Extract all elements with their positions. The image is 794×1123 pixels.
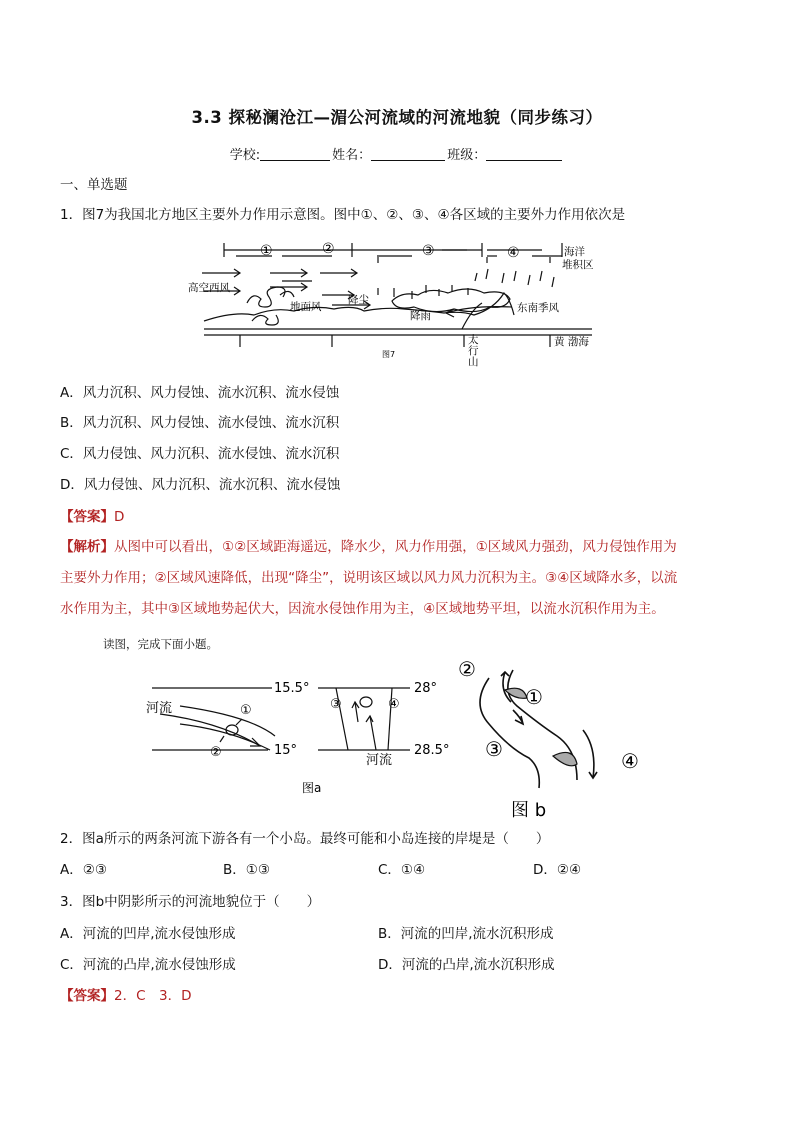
q1-answer — [60, 508, 124, 526]
student-info-fields — [0, 144, 794, 163]
fig7-high-wind: 高空西风 — [188, 282, 230, 294]
answer-tag: 【答案】 — [60, 509, 114, 525]
question-2-stem: 2．图a所示的两条河流下游各有一个小岛。最终可能和小岛连接的岸堤是（ ） — [60, 831, 550, 847]
fig7-sea: 黄 渤海 — [554, 336, 589, 348]
question-1-stem: 1．图7为我国北方地区主要外力作用示意图。图中①、②、③、④各区域的主要外力作用依次是 — [60, 207, 626, 223]
q3-option-d[interactable]: D．河流的凸岸,流水沉积形成 — [378, 957, 555, 973]
answer-tag-2: 【答案】 — [60, 988, 114, 1004]
figure-7-diagram — [182, 233, 612, 368]
analysis-line-3: 水作用为主，其中③区域地势起伏大，因流水侵蚀作用为主，④区域地势平坦，以流水沉积作用为主。 — [60, 601, 665, 617]
analysis-tag: 【解析】 — [60, 539, 114, 555]
figa-river-2: 河流 — [366, 753, 393, 768]
fig7-dust: 降尘 — [348, 294, 369, 306]
figa-river-1: 河流 — [146, 701, 173, 716]
q2-option-b[interactable]: B．①③ — [223, 862, 270, 878]
question-3-stem: 3．图b中阴影所示的河流地貌位于（ ） — [60, 894, 321, 910]
q2-option-c[interactable]: C．①④ — [378, 862, 426, 878]
fig7-hang: 行 — [468, 345, 479, 357]
answer-value-2: 2．C 3．D — [114, 988, 192, 1004]
fig7-monsoon: 东南季风 — [517, 302, 559, 314]
q1-option-a[interactable]: A．风力沉积、风力侵蚀、流水沉积、流水侵蚀 — [60, 385, 340, 401]
fig7-region-3: ③ — [422, 243, 435, 259]
section-heading: 一、单选题 — [60, 177, 128, 193]
fig7-rain: 降雨 — [410, 310, 431, 322]
figa-caption: 图a — [302, 781, 322, 795]
fig7-region-2: ② — [322, 241, 335, 257]
figure-b-diagram — [455, 652, 655, 822]
fig7-shan: 山 — [468, 356, 479, 368]
figa-lat-15-5: 15.5° — [274, 681, 310, 696]
fig7-caption: 图7 — [382, 350, 396, 359]
reading-instruction: 读图，完成下面小题。 — [103, 637, 218, 651]
school-label: 学校: — [229, 148, 261, 163]
figa-lat-15: 15° — [274, 743, 298, 758]
figa-lat-28-5: 28.5° — [414, 743, 450, 758]
page-title: 3.3 探秘澜沧江—湄公河流域的河流地貌（同步练习） — [191, 108, 603, 127]
q3-option-a[interactable]: A．河流的凹岸,流水侵蚀形成 — [60, 926, 236, 942]
fig7-ground-wind: 地面风 — [290, 301, 322, 313]
figa-mark-1: ① — [240, 703, 252, 718]
q3-option-b[interactable]: B．河流的凹岸,流水沉积形成 — [378, 926, 554, 942]
q1-option-d[interactable]: D．风力侵蚀、风力沉积、流水沉积、流水侵蚀 — [60, 477, 341, 493]
school-field[interactable] — [260, 147, 330, 161]
q1-option-b[interactable]: B．风力沉积、风力侵蚀、流水侵蚀、流水沉积 — [60, 415, 340, 431]
q3-option-c[interactable]: C．河流的凸岸,流水侵蚀形成 — [60, 957, 236, 973]
analysis-line-1: 从图中可以看出，①②区域距海遥远，降水少，风力作用强，①区域风力强劲，风力侵蚀作用为 — [114, 539, 677, 555]
q2-option-d[interactable]: D．②④ — [533, 862, 582, 878]
q2-q3-answer — [60, 987, 192, 1005]
figb-caption: 图 b — [511, 800, 547, 821]
figb-mark-3: ③ — [485, 737, 503, 761]
name-label: 姓名： — [332, 148, 372, 163]
figa-mark-4: ④ — [388, 697, 400, 712]
figb-mark-2: ② — [458, 657, 476, 681]
q2-option-a[interactable]: A．②③ — [60, 862, 107, 878]
figb-mark-1: ① — [525, 685, 543, 709]
figb-mark-4: ④ — [621, 749, 639, 773]
figb-shaded-bar-lower — [553, 752, 577, 765]
fig7-deposit: 堆积区 — [562, 259, 594, 271]
figa-lat-28: 28° — [414, 681, 438, 696]
fig7-ocean: 海洋 — [564, 246, 585, 258]
answer-value: D — [114, 509, 125, 525]
figa-mark-3: ③ — [330, 697, 342, 712]
figa-mark-2: ② — [210, 745, 222, 760]
figb-shaded-bar-upper — [505, 688, 527, 698]
fig7-tai: 太 — [468, 334, 479, 346]
analysis-line-2: 主要外力作用；②区域风速降低，出现“降尘”，说明该区域以风力风力沉积为主。③④区域降水多，以流 — [60, 570, 678, 586]
name-field[interactable] — [371, 147, 445, 161]
class-field[interactable] — [486, 147, 562, 161]
q1-option-c[interactable]: C．风力侵蚀、风力沉积、流水侵蚀、流水沉积 — [60, 446, 340, 462]
class-label: 班级： — [447, 148, 487, 163]
q1-analysis — [60, 532, 740, 625]
figure-a-diagram — [140, 672, 470, 800]
fig7-region-4: ④ — [507, 245, 520, 261]
fig7-region-1: ① — [260, 243, 273, 259]
